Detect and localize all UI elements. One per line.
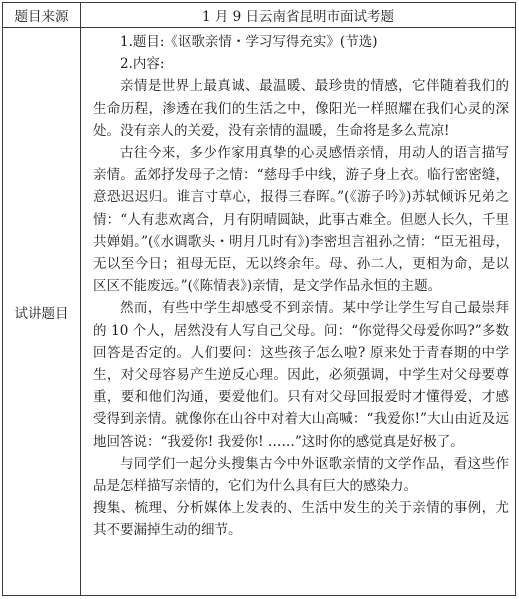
paragraph: 与同学们一起分头搜集古今中外讴歌亲情的文学作品，看这些作品是怎样描写亲情的，它们为什么具有巨大的感染力。	[93, 455, 509, 495]
source-value: 1 月 9 日云南省昆明市面试考题	[81, 3, 516, 28]
question-table	[2, 2, 516, 596]
content-cell	[81, 28, 516, 596]
row-label: 试讲题目	[3, 28, 81, 596]
body-row	[3, 28, 516, 596]
paragraph: 亲情是世界上最真诚、最温暖、最珍贵的情感，它伴随着我们的生命历程，渗透在我们的生活之中，像阳光一样照耀在我们心灵的深处。没有亲人的关爱，没有亲情的温暖，生命将是多么荒凉!	[93, 78, 509, 139]
paragraph: 搜集、梳理、分析媒体上发表的、生活中发生的关于亲情的事例，尤其不要漏掉生动的细节。	[93, 500, 509, 539]
paragraph: 古往今来，多少作家用真挚的心灵感悟亲情，用动人的语言描写亲情。孟郊抒发母子之情：“慈母手中线，游子身上衣。临行密密缝，意恐迟迟归。谁言寸草心，报得三春晖。”(《游子吟》)苏轼倾诉兄弟之情：“人有悲欢离合，月有阴晴圆缺，此事古难全。但愿人长久，千里共婵娟。”(《水调歌头・明月几时有》)李密坦言祖孙之情：“臣无祖母，无以至今日；祖母无臣，无以终余年。母、孙二人，更相为命，是以区区不能废远。”(《陈情表》)亲情，是文学作品永恒的主题。	[93, 145, 509, 295]
title-line: 1.题目:《讴歌亲情・学习写得充实》(节选)	[120, 34, 378, 50]
content-line: 2.内容:	[120, 56, 165, 73]
source-label: 题目来源	[3, 3, 81, 28]
header-row	[3, 3, 516, 28]
paragraph: 然而，有些中学生却感受不到亲情。某中学让学生写自己最崇拜的 10 个人，居然没有人写自己父母。问：“你觉得父母爱你吗?”多数回答是否定的。人们要问：这些孩子怎么啦? 原来处于青春期的中学生，对父母容易产生逆反心理。因此，必须强调，中学生对父母要尊重，要和他们沟通，要爱他们。只有对父母回报爱时才懂得爱，才感受得到亲情。就像你在山谷中对着大山高喊：“我爱你!”大山由近及远地回答说：“我爱你! 我爱你! ……”这时你的感觉真是好极了。	[93, 300, 509, 450]
